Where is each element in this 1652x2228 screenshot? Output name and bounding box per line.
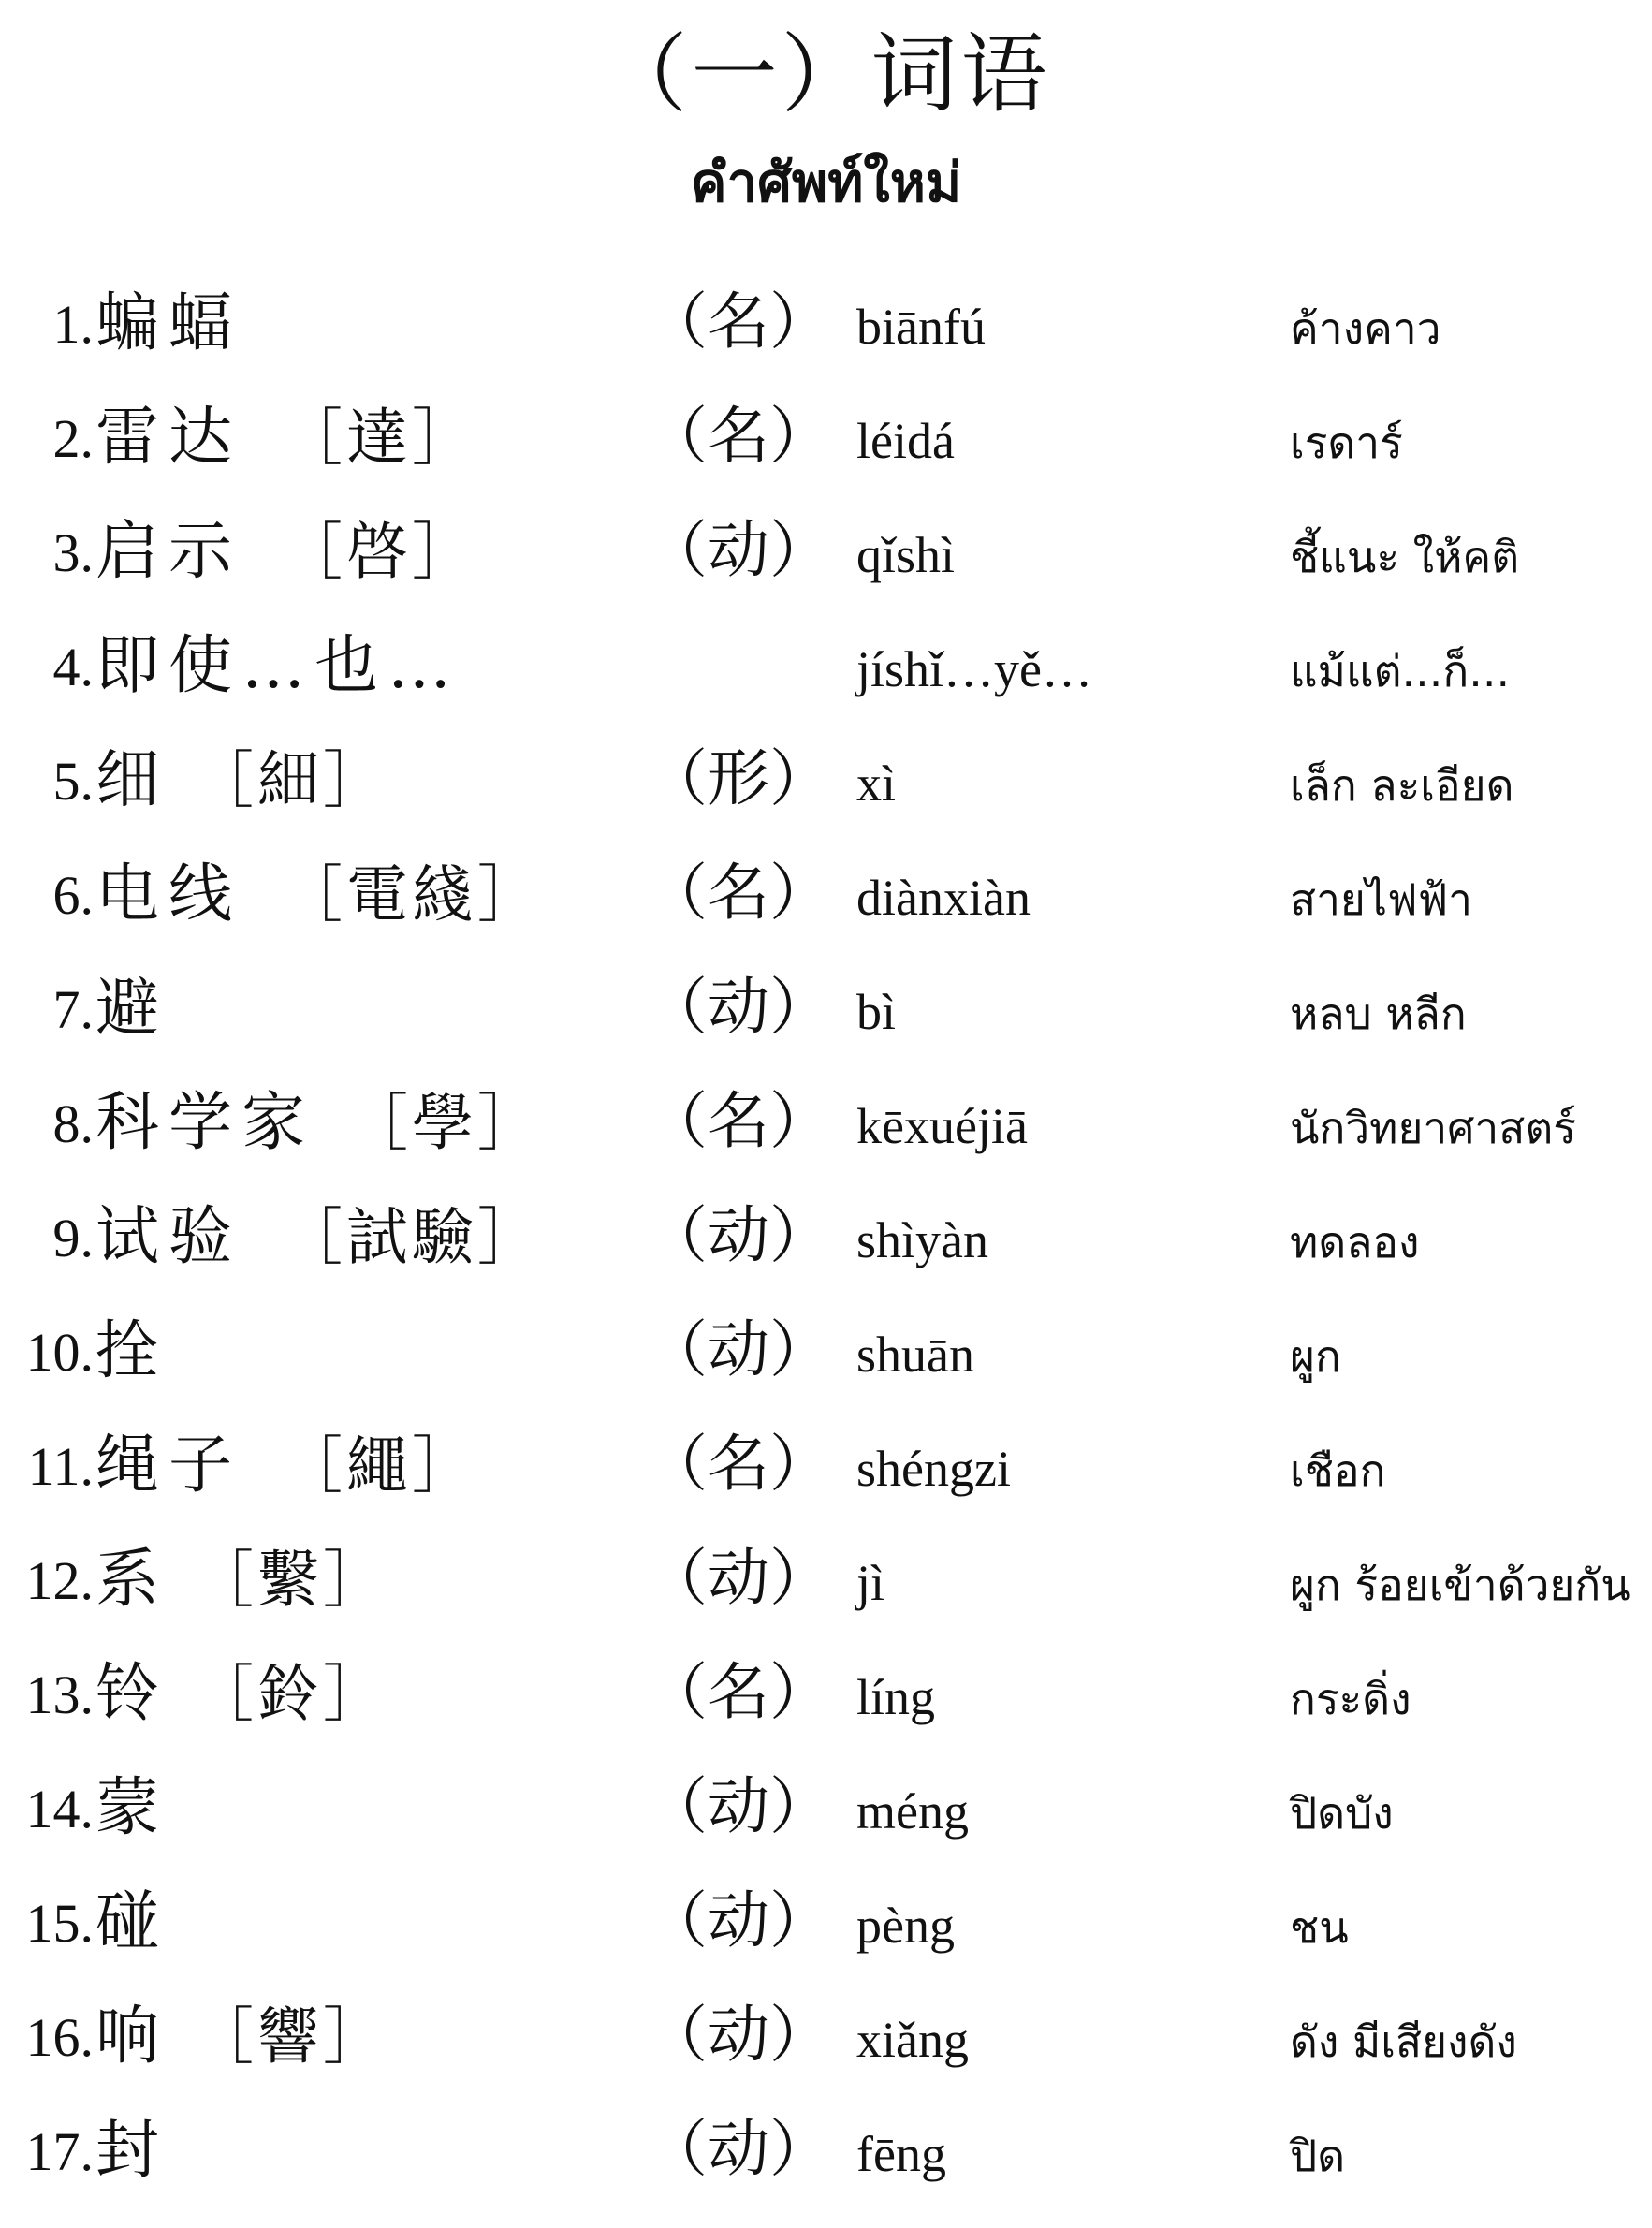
vocab-part-of-speech: （形）	[646, 742, 831, 814]
vocab-traditional: ［達］	[281, 402, 477, 474]
vocab-part-of-speech: （动）	[646, 1199, 831, 1271]
vocab-thai-meaning: ชน	[1290, 1902, 1349, 1953]
vocab-row-3	[0, 500, 1652, 614]
vocab-number: 12.	[25, 1550, 94, 1611]
vocab-pinyin: kēxuéjiā	[856, 1098, 1028, 1154]
vocab-part-of-speech: （动）	[646, 1313, 831, 1385]
vocab-traditional: ［電綫］	[281, 858, 543, 931]
vocab-word: 蝙蝠	[95, 286, 242, 360]
vocab-part-of-speech: （动）	[646, 1770, 831, 1842]
vocab-part-of-speech: （名）	[646, 1085, 831, 1157]
vocab-part-of-speech: （名）	[646, 1428, 831, 1500]
vocab-pinyin: fēng	[856, 2126, 946, 2182]
vocab-word: 雷达	[95, 401, 242, 475]
vocab-number: 1.	[52, 294, 94, 355]
vocab-pinyin: bì	[856, 984, 897, 1040]
vocab-number: 6.	[52, 865, 94, 926]
vocab-pinyin: qǐshì	[856, 527, 956, 583]
vocab-part-of-speech: （动）	[646, 514, 831, 586]
vocab-word: 试验	[95, 1200, 242, 1274]
vocab-thai-meaning: ทดลอง	[1290, 1217, 1420, 1268]
vocab-number: 10.	[25, 1322, 94, 1383]
vocab-part-of-speech: （动）	[646, 1999, 831, 2071]
vocab-pinyin: shéngzi	[856, 1441, 1011, 1497]
vocab-pinyin: shuān	[856, 1327, 974, 1383]
vocab-row-4	[0, 614, 1652, 728]
vocab-number: 3.	[52, 522, 94, 583]
vocab-pinyin: shìyàn	[856, 1212, 988, 1268]
vocab-row-13	[0, 1642, 1652, 1756]
vocab-row-6	[0, 843, 1652, 957]
vocab-row-8	[0, 1071, 1652, 1185]
vocab-row-17	[0, 2099, 1652, 2213]
vocab-word: 系	[95, 1543, 169, 1617]
vocab-pinyin: xì	[856, 755, 897, 812]
vocab-part-of-speech: （动）	[646, 971, 831, 1043]
vocab-pinyin: biānfú	[856, 299, 986, 355]
vocab-row-1	[0, 271, 1652, 386]
vocab-traditional: ［繫］	[192, 1544, 388, 1616]
vocab-part-of-speech: （名）	[646, 1656, 831, 1728]
vocab-pinyin: jíshǐ…yě…	[856, 641, 1092, 697]
vocab-thai-meaning: ผูก	[1290, 1331, 1341, 1382]
vocab-pinyin: pèng	[856, 1898, 955, 1954]
vocab-traditional: ［學］	[346, 1087, 543, 1159]
vocab-row-16	[0, 1985, 1652, 2099]
vocab-thai-meaning: แม้แต่...ก็...	[1290, 646, 1511, 696]
vocab-pinyin: diànxiàn	[856, 870, 1031, 926]
vocab-part-of-speech: （名）	[646, 286, 831, 358]
vocab-traditional: ［啓］	[281, 516, 477, 588]
vocab-word: 电线	[95, 857, 242, 931]
vocab-part-of-speech: （动）	[646, 2113, 831, 2185]
vocab-thai-meaning: เล็ก ละเอียด	[1290, 760, 1514, 811]
vocab-row-15	[0, 1870, 1652, 1985]
page-title: （一）词语	[601, 24, 1051, 125]
vocab-word: 铃	[95, 1657, 169, 1731]
vocab-word: 碰	[95, 1885, 169, 1959]
vocab-number: 9.	[52, 1208, 94, 1268]
vocab-traditional: ［試驗］	[281, 1201, 543, 1273]
vocab-word: 细	[95, 743, 169, 817]
vocab-word: 封	[95, 2114, 169, 2188]
vocab-part-of-speech: （动）	[646, 1542, 831, 1614]
vocab-row-7	[0, 957, 1652, 1071]
vocab-traditional: ［響］	[192, 2001, 388, 2073]
vocab-number: 5.	[52, 751, 94, 812]
vocab-traditional: ［繩］	[281, 1429, 477, 1502]
vocab-thai-meaning: กระดิ่ง	[1290, 1674, 1411, 1724]
vocab-number: 13.	[25, 1664, 94, 1725]
vocab-thai-meaning: ปิดบัง	[1290, 1788, 1394, 1839]
vocab-pinyin: méng	[856, 1783, 969, 1840]
vocab-row-11	[0, 1414, 1652, 1528]
vocab-thai-meaning: ชี้แนะ ให้คติ	[1290, 532, 1520, 582]
vocab-word: 蒙	[95, 1771, 169, 1845]
vocab-word: 绳子	[95, 1429, 242, 1502]
vocab-thai-meaning: ผูก ร้อยเข้าด้วยกัน	[1290, 1560, 1630, 1610]
vocab-word: 响	[95, 2000, 169, 2074]
vocab-number: 15.	[25, 1893, 94, 1954]
vocab-thai-meaning: เชือก	[1290, 1445, 1386, 1496]
vocab-thai-meaning: หลบ หลีก	[1290, 989, 1467, 1039]
vocab-thai-meaning: สายไฟฟ้า	[1290, 874, 1472, 925]
vocab-thai-meaning: นักวิทยาศาสตร์	[1290, 1103, 1576, 1153]
vocab-row-14	[0, 1756, 1652, 1870]
vocab-thai-meaning: ค้างคาว	[1290, 303, 1441, 354]
vocabulary-list	[0, 271, 1652, 2213]
vocab-number: 7.	[52, 979, 94, 1040]
vocab-row-2	[0, 386, 1652, 500]
vocab-number: 4.	[52, 637, 94, 697]
vocab-pinyin: xiǎng	[856, 2012, 969, 2068]
vocab-number: 14.	[25, 1779, 94, 1840]
vocab-thai-meaning: ดัง มีเสียงดัง	[1290, 2016, 1517, 2067]
vocab-pinyin: jì	[856, 1555, 885, 1611]
vocab-word: 科学家	[95, 1086, 315, 1160]
vocab-word: 即使…也…	[95, 629, 461, 703]
vocab-word: 避	[95, 972, 169, 1046]
page-subtitle: คำศัพท์ใหม่	[690, 151, 962, 214]
vocab-part-of-speech: （名）	[646, 857, 831, 929]
vocab-pinyin: líng	[856, 1669, 936, 1725]
vocab-number: 11.	[27, 1436, 94, 1497]
vocab-row-10	[0, 1299, 1652, 1414]
vocab-number: 8.	[52, 1093, 94, 1154]
vocab-part-of-speech: （动）	[646, 1884, 831, 1957]
vocab-thai-meaning: เรดาร์	[1290, 418, 1403, 468]
vocab-row-5	[0, 728, 1652, 843]
vocab-word: 拴	[95, 1314, 169, 1388]
vocab-traditional: ［細］	[192, 744, 388, 816]
vocab-number: 2.	[52, 408, 94, 469]
vocab-word: 启示	[95, 515, 242, 589]
vocab-traditional: ［鈴］	[192, 1658, 388, 1730]
vocab-part-of-speech: （名）	[646, 400, 831, 472]
vocab-number: 17.	[25, 2121, 94, 2182]
vocab-thai-meaning: ปิด	[1290, 2131, 1346, 2181]
vocab-number: 16.	[25, 2007, 94, 2068]
vocab-row-12	[0, 1528, 1652, 1642]
vocab-pinyin: léidá	[856, 413, 955, 469]
vocab-row-9	[0, 1185, 1652, 1299]
